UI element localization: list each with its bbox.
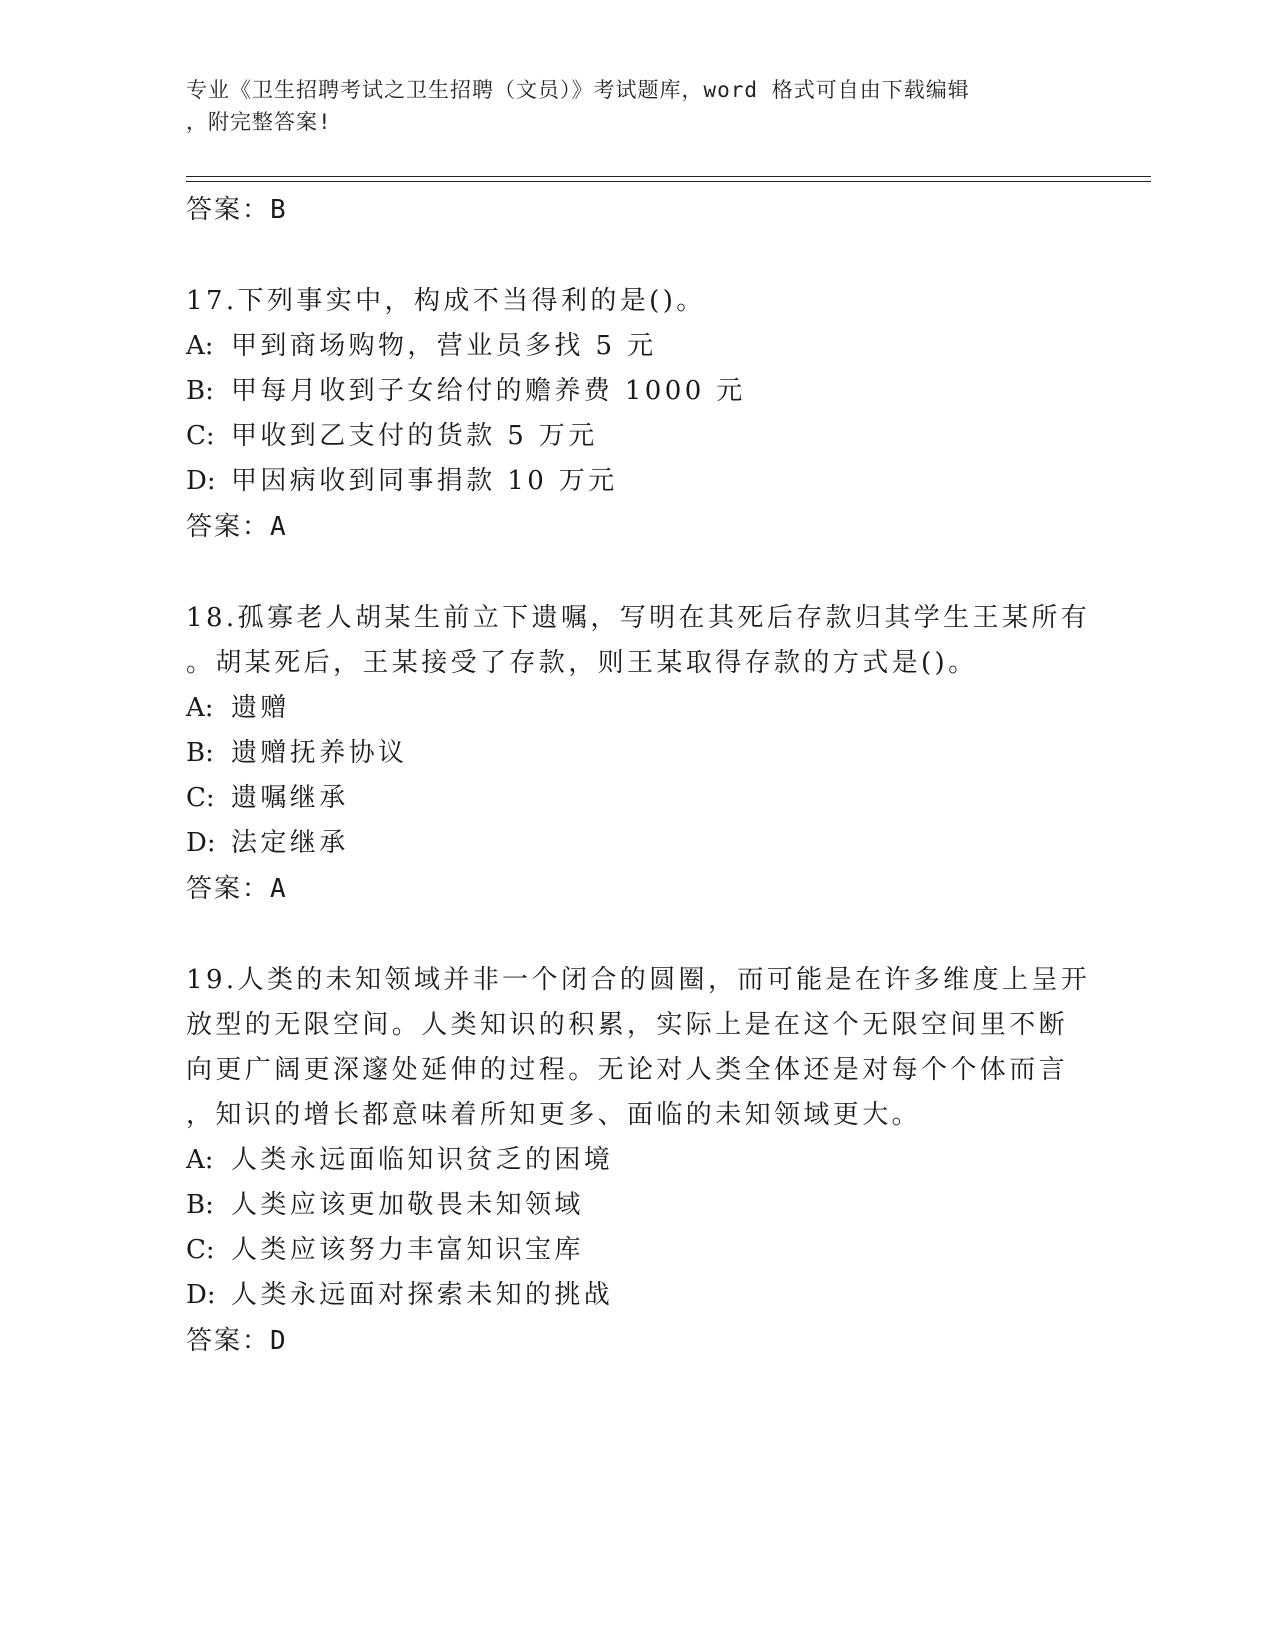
option-label: D: <box>186 466 216 496</box>
option-label: B: <box>186 1190 214 1220</box>
option-label: D: <box>186 828 216 858</box>
question-stem-line: 17.下列事实中，构成不当得利的是()。 <box>186 286 706 316</box>
page-header <box>186 74 1066 138</box>
option-c <box>186 414 1086 459</box>
option-text: 人类应该更加敬畏未知领域 <box>231 1190 584 1220</box>
option-text: 遗赠抚养协议 <box>231 738 408 768</box>
question-block <box>186 958 1091 1364</box>
option-d <box>186 459 1086 504</box>
question-stem-line: 18.孤寡老人胡某生前立下遗嘱，写明在其死后存款归其学生王某所有 <box>186 603 1091 633</box>
answer-value: A <box>270 512 286 542</box>
header-line-2: ，附完整答案! <box>186 110 332 134</box>
answer-label: 答案： <box>186 195 271 225</box>
answer-value: B <box>270 195 286 225</box>
question-stem-line: 放型的无限空间。人类知识的积累，实际上是在这个无限空间里不断 <box>186 1010 1069 1040</box>
option-label: C: <box>186 783 215 813</box>
option-label: D: <box>186 1280 216 1310</box>
question-stem-line: ，知识的增长都意味着所知更多、面临的未知领域更大。 <box>186 1100 922 1130</box>
option-text: 甲到商场购物，营业员多找 5 元 <box>231 331 657 361</box>
answer-label: 答案： <box>186 874 271 904</box>
header-line-1: 专业《卫生招聘考试之卫生招聘（文员）》考试题库，word 格式可自由下载编辑 <box>186 78 970 102</box>
option-b <box>186 1183 1086 1228</box>
question-block <box>186 279 1086 550</box>
option-text: 甲收到乙支付的货款 5 万元 <box>231 421 598 451</box>
question-stem-line: 19.人类的未知领域并非一个闭合的圆圈，而可能是在许多维度上呈开 <box>186 965 1091 995</box>
option-c <box>186 1228 1086 1273</box>
option-a <box>186 324 1086 369</box>
spacer <box>186 233 1086 279</box>
spacer <box>186 912 1086 958</box>
option-text: 人类永远面对探索未知的挑战 <box>231 1280 614 1310</box>
header-divider-bottom <box>186 181 1151 182</box>
header-divider-top <box>186 176 1151 177</box>
question-block <box>186 596 1091 912</box>
option-b <box>186 731 1086 776</box>
question-list <box>186 187 1091 1364</box>
option-d <box>186 1273 1086 1318</box>
option-text: 人类应该努力丰富知识宝库 <box>231 1235 584 1265</box>
option-text: 法定继承 <box>231 828 349 858</box>
option-text: 人类永远面临知识贫乏的困境 <box>231 1145 614 1175</box>
option-label: A: <box>186 1145 214 1175</box>
option-label: C: <box>186 1235 215 1265</box>
answer-label: 答案： <box>186 1326 271 1356</box>
spacer <box>186 550 1086 596</box>
option-text: 甲每月收到子女给付的赡养费 1000 元 <box>231 376 746 406</box>
answer-value: D <box>270 1326 286 1356</box>
option-a <box>186 1138 1086 1183</box>
option-text: 遗嘱继承 <box>231 783 349 813</box>
option-a <box>186 686 1086 731</box>
question-stem-line: 。胡某死后，王某接受了存款，则王某取得存款的方式是()。 <box>186 648 978 678</box>
option-label: A: <box>186 331 214 361</box>
option-label: B: <box>186 738 214 768</box>
question-stem-line: 向更广阔更深邃处延伸的过程。无论对人类全体还是对每个个体而言 <box>186 1055 1069 1085</box>
option-label: C: <box>186 421 215 451</box>
option-label: B: <box>186 376 214 406</box>
option-label: A: <box>186 693 214 723</box>
answer-line <box>186 504 1086 550</box>
answer-line <box>186 187 1086 233</box>
option-text: 甲因病收到同事捐款 10 万元 <box>231 466 618 496</box>
answer-label: 答案： <box>186 512 271 542</box>
option-text: 遗赠 <box>231 693 290 723</box>
answer-line <box>186 1318 1086 1364</box>
option-c <box>186 776 1086 821</box>
option-b <box>186 369 1086 414</box>
option-d <box>186 821 1086 866</box>
answer-value: A <box>270 874 286 904</box>
answer-line <box>186 866 1086 912</box>
